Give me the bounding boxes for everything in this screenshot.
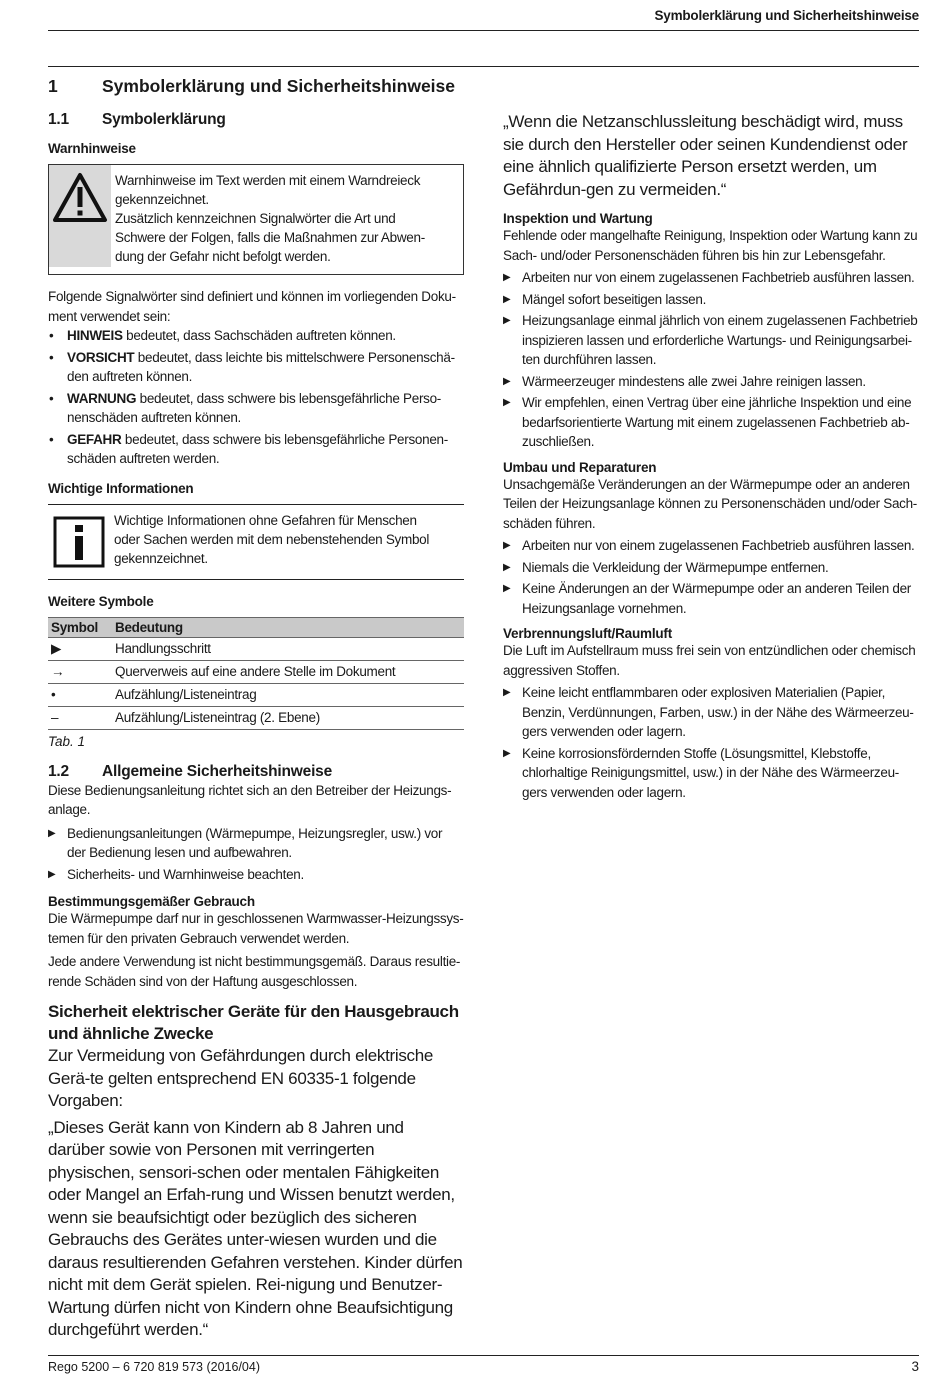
info-notice-text	[110, 505, 433, 579]
section-title: Allgemeine Sicherheitshinweise	[102, 762, 333, 780]
warnhinweise-heading: Warnhinweise	[48, 141, 136, 156]
paragraph: Jede andere Verwendung ist nicht bestimmungsgemäß. Daraus resultie-rende Schäden sind von der Haftung ausgeschlossen.	[48, 954, 461, 989]
paragraph: „Dieses Gerät kann von Kindern ab 8 Jahren und darüber sowie von Personen mit verringerten physischen, sensori-schen oder mentalen Fähigkeiten oder Mangel an Erfah-rung und Wissen benutzt werden, wenn sie beaufsichtigt oder bezüglich des sicheren Gebrauchs des Gerätes unter-wiesen wurden und die daraus resultierenden Gefahren verstehen. Kinder dürfen nicht mit dem Gerät spielen. Rei-nigung und Benutzer-Wartung dürfen nicht von Kindern ohne Beaufsichtigung durchgeführt werden.“	[48, 1117, 463, 1339]
paragraph: „Wenn die Netzanschlussleitung beschädigt wird, muss sie durch den Hersteller oder seinen Kundendienst oder eine ähnlich qualifizierte Person ersetzt werden, um Gefährdun-gen zu vermeiden.“	[503, 112, 908, 199]
step-item: ▶ Arbeiten nur von einem zugelassenen Fachbetrieb ausführen lassen.	[503, 268, 919, 288]
notice-line: dung der Gefahr nicht befolgt werden.	[115, 249, 331, 264]
gebrauch-heading: Bestimmungsgemäßer Gebrauch	[48, 894, 255, 909]
notice-line: gekennzeichnet.	[115, 192, 209, 207]
wichtig-heading: Wichtige Informationen	[48, 480, 194, 496]
notice-line: Warnhinweise im Text werden mit einem Warndreieck	[115, 173, 421, 188]
list-item	[48, 348, 464, 387]
notice-line: Wichtige Informationen ohne Gefahren für Menschen	[114, 512, 417, 528]
meaning-cell: Handlungsschritt	[112, 637, 464, 660]
list-item	[48, 430, 464, 469]
term: VORSICHT	[67, 349, 135, 365]
step-item: ▶ Keine leicht entflammbaren oder explosiven Materialien (Papier, Benzin, Verdünnungen, Farben, usw.) in der Nähe des Wärmeerzeu-gers verwenden oder lagern.	[503, 683, 919, 742]
step-item: ▶ Wir empfehlen, einen Vertrag über eine jährliche Inspektion und eine bedarfsorientierte Wartung mit einem zugelassenen Fachbetrieb ab-zuschließen.	[503, 393, 919, 452]
term: HINWEIS	[67, 328, 123, 343]
paragraph: Die Wärmepumpe darf nur in geschlossenen Warmwasser-Heizungssys-temen für den privaten Gebrauch verwendet werden.	[48, 911, 464, 946]
term-text: bedeutet, dass Sachschäden auftreten können.	[122, 328, 396, 343]
inspektion-heading: Inspektion und Wartung	[503, 211, 653, 226]
weitere-heading: Weitere Symbole	[48, 593, 154, 609]
table-row	[48, 637, 464, 660]
symbol-cell: →	[48, 660, 112, 683]
step-item: ▶ Heizungsanlage einmal jährlich von einem zugelassenen Fachbetrieb inspizieren lassen und erforderliche Wartungs- und Reinigungsarbei-ten durchführen lassen.	[503, 311, 919, 370]
step-item: ▶ Mängel sofort beseitigen lassen.	[503, 290, 919, 310]
term: GEFAHR	[67, 431, 122, 447]
term: WARNUNG	[67, 390, 137, 406]
notice-line: gekennzeichnet.	[114, 550, 208, 566]
symbol-cell: ▶	[48, 637, 112, 660]
page-number: 3	[911, 1359, 919, 1374]
symbol-cell: –	[48, 706, 112, 729]
symbol-cell: •	[48, 683, 112, 706]
paragraph: Zur Vermeidung von Gefährdungen durch elektrische Gerä-te gelten entsprechend EN 60335-1 folgende Vorgaben:	[48, 1046, 434, 1110]
section-1-2-heading	[48, 763, 464, 781]
paragraph: Unsachgemäße Veränderungen an der Wärmepumpe oder an anderen Teilen der Heizungsanlage können zu Personenschäden und/oder Sach-schäden führen.	[503, 476, 918, 531]
section-number: 1.2	[48, 762, 69, 780]
meaning-cell: Aufzählung/Listeneintrag	[112, 683, 464, 706]
signalwoerter-intro: Folgende Signalwörter sind definiert und können im vorliegenden Doku-ment verwendet sein:	[48, 289, 456, 324]
notice-line: Schwere der Folgen, falls die Maßnahmen zur Abwen-	[115, 230, 425, 245]
term-text: bedeutet, dass leichte bis mittelschwere Personenschä-den auftreten können.	[67, 349, 455, 384]
notice-line: oder Sachen werden mit dem nebenstehenden Symbol	[114, 531, 430, 547]
umbau-heading: Umbau und Reparaturen	[503, 459, 657, 475]
left-column	[48, 111, 464, 1342]
info-icon	[48, 505, 110, 579]
s12-steps	[48, 824, 464, 885]
info-notice	[48, 504, 464, 580]
header-title: Symbolerklärung und Sicherheitshinweise	[654, 8, 919, 23]
step-item: ▶ Wärmeerzeuger mindestens alle zwei Jahre reinigen lassen.	[503, 372, 919, 392]
meaning-cell: Aufzählung/Listeneintrag (2. Ebene)	[112, 706, 464, 729]
list-item	[48, 389, 464, 428]
term-text: bedeutet, dass schwere bis lebensgefährliche Perso-nenschäden auftreten können.	[67, 390, 441, 425]
step-item: ▶ Bedienungsanleitungen (Wärmepumpe, Heizungsregler, usw.) vor der Bedienung lesen und aufbewahren.	[48, 824, 464, 863]
paragraph: Fehlende oder mangelhafte Reinigung, Inspektion oder Wartung kann zu Sach- und/oder Personenschäden führen bis hin zur Lebensgefahr.	[503, 228, 918, 263]
section-1-1-heading	[48, 111, 464, 129]
table-caption: Tab. 1	[48, 733, 86, 749]
step-item: ▶ Keine korrosionsfördernden Stoffe (Lösungsmittel, Klebstoffe, chlorhaltige Reinigungsmittel, usw.) in der Nähe des Wärmeerzeu-gers verwenden oder lagern.	[503, 744, 919, 803]
table-header-row	[48, 617, 464, 637]
step-item: ▶ Niemals die Verkleidung der Wärmepumpe entfernen.	[503, 558, 919, 578]
table-row	[48, 683, 464, 706]
warning-notice	[48, 164, 464, 275]
page-header	[48, 0, 919, 31]
inspektion-steps	[503, 268, 919, 452]
column-header: Bedeutung	[112, 617, 464, 637]
list-item	[48, 326, 464, 346]
verbrennung-heading: Verbrennungsluft/Raumluft	[503, 626, 673, 641]
term-text: bedeutet, dass schwere bis lebensgefährliche Personen-schäden auftreten werden.	[67, 431, 448, 466]
warning-notice-text	[111, 165, 429, 274]
s12-intro: Diese Bedienungsanleitung richtet sich an den Betreiber der Heizungs-anlage.	[48, 782, 452, 817]
warning-triangle-icon	[49, 165, 111, 267]
divider	[48, 66, 919, 67]
step-item: ▶ Keine Änderungen an der Wärmepumpe oder an anderen Teilen der Heizungsanlage vornehmen.	[503, 579, 919, 618]
section-number: 1	[48, 76, 58, 96]
section-title: Symbolerklärung und Sicherheitshinweise	[102, 76, 456, 96]
page-footer	[48, 1355, 919, 1374]
column-header: Symbol	[48, 617, 112, 637]
section-number: 1.1	[48, 111, 69, 128]
step-item: ▶ Arbeiten nur von einem zugelassenen Fachbetrieb ausführen lassen.	[503, 536, 919, 556]
notice-line: Zusätzlich kennzeichnen Signalwörter die Art und	[115, 211, 396, 226]
verbrennung-steps	[503, 683, 919, 802]
step-item: ▶ Sicherheits- und Warnhinweise beachten.	[48, 865, 464, 885]
section-1-heading	[48, 76, 455, 97]
meaning-cell: Querverweis auf eine andere Stelle im Dokument	[112, 660, 464, 683]
footer-doc: Rego 5200 – 6 720 819 573 (2016/04)	[48, 1360, 260, 1374]
elektrisch-heading: Sicherheit elektrischer Geräte für den Hausgebrauch und ähnliche Zwecke	[48, 1002, 459, 1043]
table-row	[48, 706, 464, 729]
umbau-steps	[503, 536, 919, 618]
paragraph: Die Luft im Aufstellraum muss frei sein von entzündlichen oder chemisch aggressiven Stoffen.	[503, 643, 916, 678]
signalwoerter-list	[48, 326, 464, 469]
section-title: Symbolerklärung	[102, 111, 226, 128]
table-row	[48, 660, 464, 683]
right-column	[503, 111, 919, 804]
symbol-table	[48, 617, 464, 730]
